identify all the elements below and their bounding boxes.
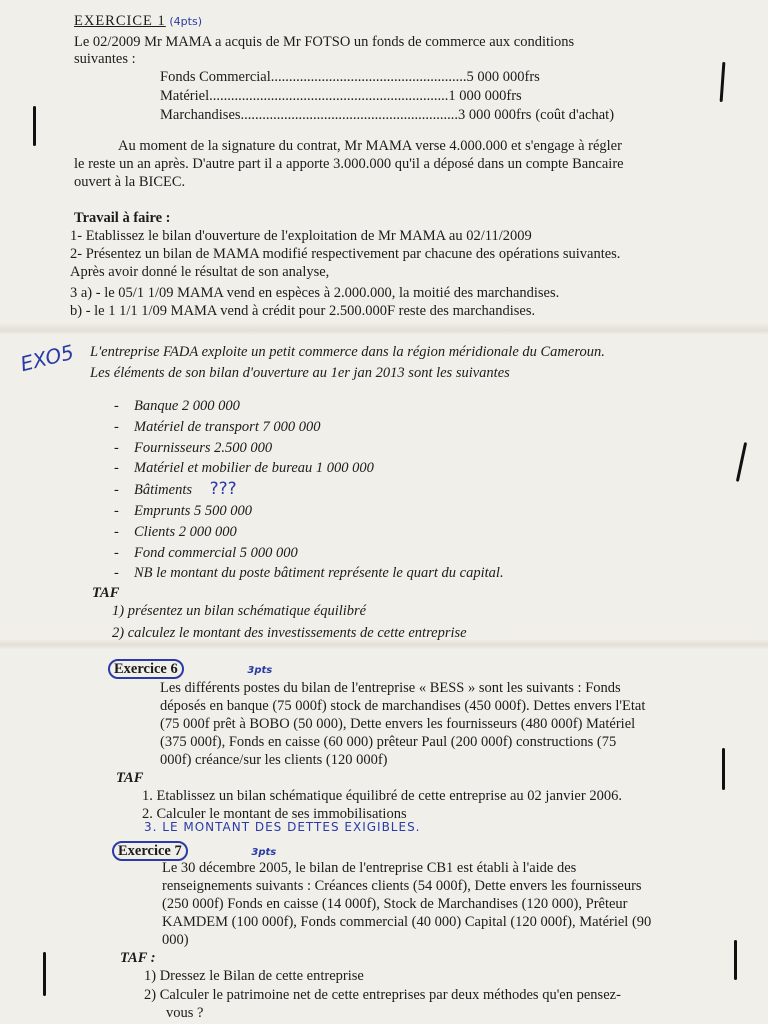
list-item-text: Fond commercial 5 000 000 [134,544,298,561]
item-value: 3 000 000frs [458,107,532,123]
points-annotation: 3pts [251,847,277,858]
exercise-1-heading [74,12,202,31]
taf-line: 3 a) - le 05/1 1/09 MAMA vend en espèces à 2.000.000, la moitié des marchandises. [70,285,560,301]
exercise-4-text: renseignements suivants : Créances clients (54 000f), Dette envers les fournisseurs [162,878,642,894]
exercise-2-intro: Les éléments de son bilan d'ouverture au 1er jan 2013 sont les suivantes [90,365,510,381]
list-item: - NB le montant du poste bâtiment représente le quart du capital. [114,565,504,582]
list-item-text: Matériel et mobilier de bureau 1 000 000 [134,460,374,477]
taf-line: Après avoir donné le résultat de son analyse, [70,264,330,280]
list-item: - Emprunts 5 500 000 [114,502,253,519]
taf-title: TAF : [120,950,156,966]
exercise-1-title: EXERCICE 1 [74,13,166,29]
list-item: - Fond commercial 5 000 000 [114,544,298,561]
list-item: - Bâtiments ??? [114,479,237,500]
exercise-4-text: (250 000f) Fonds en caisse (14 000f), Stock de Marchandises (120 000), Prêteur [162,896,628,912]
taf-line: 1) présentez un bilan schématique équilibré [112,603,367,619]
taf-line: 1- Etablissez le bilan d'ouverture de l'exploitation de Mr MAMA au 02/11/2009 [70,228,532,244]
list-item: - Fournisseurs 2.500 000 [114,439,273,456]
list-item-text: Banque 2 000 000 [134,398,240,414]
taf-line: 1. Etablissez un bilan schématique équilibré de cette entreprise au 02 janvier 2006. [142,788,622,804]
item-note: (coût d'achat) [535,107,615,123]
exercise-4-title: Exercice 7 [112,841,188,861]
list-item-text: NB le montant du poste bâtiment représente le quart du capital. [134,565,504,582]
taf-title: Travail à faire : [74,210,171,226]
points-annotation: (4pts) [169,15,202,28]
list-item: - Matériel et mobilier de bureau 1 000 000 [114,460,374,477]
points-annotation: 3pts [247,665,273,676]
list-item: - Clients 2 000 000 [114,523,237,540]
exercise-2-list [114,396,504,584]
taf-line: 2) Calculer le patrimoine net de cette entreprises par deux méthodes qu'en pensez- [144,987,621,1003]
exercise-1-intro: suivantes : [74,51,136,67]
exercise-3-title: Exercice 6 [108,659,184,679]
exercise-3-heading [108,660,272,680]
exercise-4-text: KAMDEM (100 000f), Fonds commercial (40 000) Capital (120 000f), Matériel (90 [162,914,652,930]
taf-line: 2. Calculer le montant de ses immobilisations [142,806,407,822]
taf-line: 1) Dressez le Bilan de cette entreprise [144,968,364,984]
exercise-4-text: Le 30 décembre 2005, le bilan de l'entreprise CB1 est établi à l'aide des [162,860,577,876]
handwritten-exercise-label: EXO5 [17,339,77,377]
margin-mark [736,442,747,482]
margin-mark [722,748,725,790]
handwritten-question-marks: ??? [209,479,237,500]
item-label: Matériel [160,88,210,104]
taf-line: b) - le 1 1/1 1/09 MAMA vend à crédit pour 2.500.000F reste des marchandises. [70,303,536,319]
item-value: 1 000 000frs [448,88,522,104]
item-row [160,87,720,106]
margin-mark [720,62,726,102]
list-item-text: Fournisseurs 2.500 000 [134,439,273,456]
exercise-1-text: Au moment de la signature du contrat, Mr MAMA verse 4.000.000 et s'engage à régler [118,138,622,154]
item-row [160,68,720,87]
item-label: Fonds Commercial [160,69,271,85]
taf-line: 2- Présentez un bilan de MAMA modifié respectivement par chacune des opérations suivantes. [70,246,621,262]
exercise-1-text: ouvert à la BICEC. [74,174,186,190]
list-item: - Banque 2 000 000 [114,398,240,414]
exercise-1-text: le reste un an après. D'autre part il a apporte 3.000.000 qu'il a déposé dans un compte Bancaire [74,156,624,172]
paper-fold [0,322,768,336]
list-item-text: Bâtiments [134,482,192,499]
exercise-3-text: 000f) créance/sur les clients (120 000f) [160,752,388,768]
exercise-3-text: (75 000f prêt à BOBO (50 000), Dette envers les fournisseurs (480 000f) Matériel [160,716,636,732]
handwritten-task: 3. LE MONTANT DES DETTES EXIGIBLES. [144,820,421,834]
exercise-1-items [160,68,720,125]
item-row [160,106,720,125]
exercise-1-intro: Le 02/2009 Mr MAMA a acquis de Mr FOTSO un fonds de commerce aux conditions [74,34,575,50]
exercise-3-text: (375 000f), Fonds en caisse (60 000) prêteur Paul (200 000f) constructions (75 [160,734,617,750]
item-value: 5 000 000frs [466,69,540,85]
list-item-text: Emprunts 5 500 000 [134,502,253,519]
list-item: - Matériel de transport 7 000 000 [114,418,321,435]
exercise-4-text: 000) [162,932,189,948]
taf-title: TAF [116,770,144,786]
exercise-2-intro: L'entreprise FADA exploite un petit commerce dans la région méridionale du Cameroun. [90,344,605,360]
taf-line: 2) calculez le montant des investissements de cette entreprise [112,625,467,641]
item-dots: .................................................................. [209,88,449,104]
margin-mark [43,952,46,996]
exercise-3-text: déposés en banque (75 000f) stock de marchandises (450 000f). Dettes envers l'Etat [160,698,646,714]
item-label: Marchandises [160,107,241,123]
taf-title: TAF [92,585,120,601]
margin-mark [33,106,36,146]
exercise-3-text: Les différents postes du bilan de l'entreprise « BESS » sont les suivants : Fonds [160,680,621,696]
list-item-text: Matériel de transport 7 000 000 [134,418,321,435]
margin-mark [734,940,737,980]
list-item-text: Clients 2 000 000 [134,523,237,540]
item-dots: ............................................................ [240,107,459,123]
item-dots: ...................................................... [270,69,467,85]
taf-line: vous ? [166,1005,204,1021]
